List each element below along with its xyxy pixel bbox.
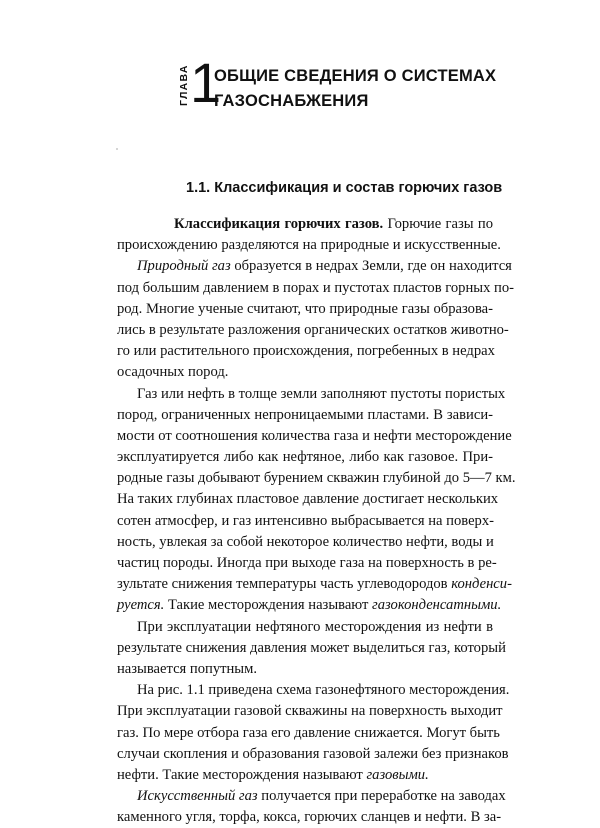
text-run: случаи скопления и образования газовой залежи без признаков: [117, 745, 509, 762]
text-run: При эксплуатации нефтяного месторождения из нефти в: [137, 618, 493, 635]
chapter-title-line: ГАЗОСНАБЖЕНИЯ: [214, 92, 369, 110]
text-run: Такие месторождения называют: [164, 597, 373, 614]
text-run: происхождению разделяются на природные и искусственные.: [117, 237, 501, 254]
text-line: [117, 553, 497, 574]
chapter-title-line: ОБЩИЕ СВЕДЕНИЯ О СИСТЕМАХ: [214, 67, 497, 85]
text-line: [117, 638, 506, 659]
chapter-title: [214, 64, 544, 114]
text-run: Газ или нефть в толще земли заполняют пустоты пористых: [137, 385, 506, 402]
text-line: [117, 341, 493, 362]
text-line: [117, 574, 512, 595]
text-run: Горючие газы по: [383, 216, 493, 232]
text-line: [117, 744, 509, 765]
text-line: [117, 468, 516, 489]
text-run: На таких глубинах пластовое давление достигает нескольких: [117, 491, 499, 508]
text-line: [117, 214, 493, 235]
text-run: го или растительного происхождения, погребенных в недрах: [117, 343, 495, 360]
text-run: сотен атмосфер, и газ интенсивно выбрасывается на поверх-: [117, 512, 495, 529]
text-line: [117, 362, 493, 383]
text-line: [117, 723, 500, 744]
text-line: [117, 489, 499, 510]
text-run: газ. По мере отбора газа его давление снижается. Могут быть: [117, 724, 500, 741]
text-line: [117, 701, 503, 722]
text-line: [117, 511, 493, 532]
chapter-label: ГЛАВА: [178, 64, 190, 106]
text-run: При эксплуатации газовой скважины на поверхность выходит: [117, 703, 503, 720]
text-line: [117, 320, 509, 341]
text-line: [117, 447, 493, 468]
text-run: под большим давлением в порах и пустотах пластов горных по-: [117, 279, 514, 296]
italic-term: руется.: [117, 597, 165, 614]
text-run: осадочных пород.: [117, 364, 229, 381]
italic-term: газовыми.: [366, 766, 429, 783]
text-run: называется попутным.: [117, 660, 257, 677]
italic-term: Искусственный газ: [137, 788, 258, 805]
text-run: частиц породы. Иногда при выходе газа на поверхность в ре-: [117, 555, 497, 571]
italic-term: Природный газ: [137, 258, 231, 275]
text-run: лись в результате разложения органических остатков животно-: [117, 321, 509, 338]
text-run: образуется в недрах Земли, где он находится: [230, 258, 512, 275]
scan-speck: [116, 148, 118, 150]
chapter-number: 1: [190, 51, 220, 114]
text-line: [117, 807, 502, 828]
text-run: получается при переработке на заводах: [257, 788, 506, 805]
text-run: зультате снижения температуры часть углеводородов: [117, 576, 452, 593]
text-run: пород, ограниченных непроницаемыми пластами. В зависи-: [117, 406, 493, 423]
text-line: [117, 384, 506, 405]
text-run: результате снижения давления может выделиться газ, который: [117, 639, 506, 656]
text-run: нефти. Такие месторождения называют: [117, 766, 367, 783]
text-run: каменного угля, торфа, кокса, горючих сланцев и нефти. В за-: [117, 809, 502, 826]
bold-run: Классификация горючих газов.: [174, 216, 384, 232]
body-text: [117, 214, 516, 828]
text-line: [117, 426, 512, 447]
italic-term: газоконденсатными.: [372, 597, 502, 614]
text-line: [117, 405, 493, 426]
text-run: ность, увлекая за собой некоторое количество нефти, воды и: [117, 533, 494, 550]
italic-term: конденси-: [451, 576, 512, 593]
text-line: [117, 595, 502, 616]
text-run: На рис. 1.1 приведена схема газонефтяного месторождения.: [137, 682, 510, 699]
text-line: [117, 786, 506, 807]
text-run: родные газы добывают бурением скважин глубиной до 5—7 км.: [117, 470, 516, 487]
section-title: 1.1. Классификация и состав горючих газов: [186, 180, 503, 196]
chapter-heading: [176, 51, 576, 118]
text-line: [117, 680, 510, 701]
text-line: [117, 235, 501, 256]
text-line: [117, 659, 493, 680]
text-line: [117, 278, 514, 299]
text-line: [117, 617, 493, 638]
text-line: [117, 532, 493, 553]
text-run: мости от соотношения количества газа и нефти месторождение: [117, 427, 512, 444]
text-line: [117, 256, 512, 277]
text-line: [117, 765, 493, 786]
text-line: [117, 299, 493, 320]
text-run: эксплуатируется либо как нефтяное, либо как газовое. При-: [117, 449, 493, 466]
text-run: род. Многие ученые считают, что природные газы образова-: [117, 300, 493, 317]
